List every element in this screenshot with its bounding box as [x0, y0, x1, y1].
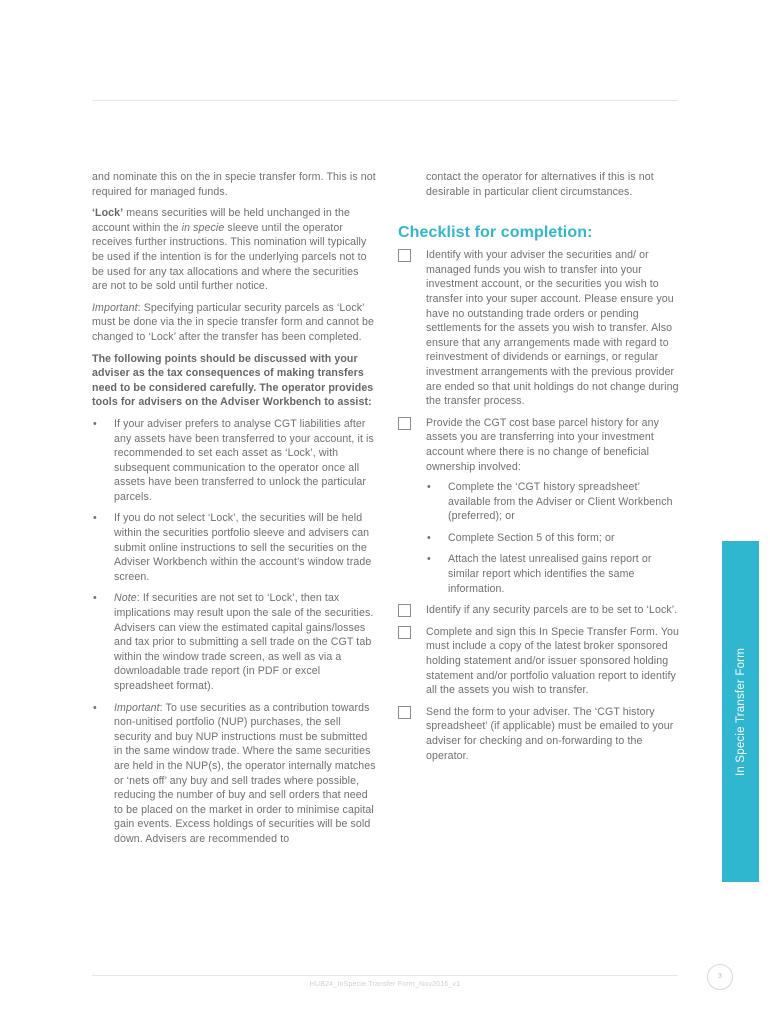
- important-text: : Specifying particular security parcels as ‘Lock’ must be done via the in specie transfer form and cannot be changed to ‘Lock’ after the transfer has been completed.: [92, 301, 374, 343]
- important-note: [92, 301, 376, 345]
- bullet-text: : To use securities as a contribution towards non-unitised portfolio (NUP) purchases, the sell security and buy NUP instructions must be submitted in the same window trade. Where the same securities are held in the NUP(s), the operator internally matches or ‘nets off’ any buy and sell trades where possible, reducing the number of buy and sell orders that need to be placed on the market in order to minimise capital gain events. Excess holdings of securities will be sold down. Advisers are recommended to: [114, 701, 376, 845]
- header-divider: [92, 100, 678, 101]
- list-item: [92, 511, 376, 584]
- list-item: [426, 480, 680, 524]
- checklist-item-lock-parcels: [398, 603, 680, 618]
- list-item: [426, 531, 680, 546]
- cgt-options-list: [426, 480, 680, 596]
- checkbox[interactable]: [398, 249, 411, 262]
- checkbox[interactable]: [398, 604, 411, 617]
- checklist-item-identify-securities: [398, 248, 680, 409]
- bullet-text: If your adviser prefers to analyse CGT liabilities after any assets have been transferred to your account, it is recommended to set each asset as ‘Lock’, with subsequent communication to the operator once all assets have been transferred to unlock the particular parcels.: [114, 417, 374, 503]
- lock-text-a: means securities will be held unchanged in the account within the: [92, 207, 350, 234]
- bullet-icon: •: [93, 592, 97, 605]
- lock-italic: in specie: [181, 221, 225, 234]
- checklist-item-text: Complete and sign this In Specie Transfer Form. You must include a copy of the latest broker sponsored holding statement and/or issuer sponsored holding statement and/or portfolio valuation report to identify all the assets you wish to transfer.: [426, 625, 680, 697]
- important-label: Important: [92, 301, 138, 314]
- left-column: [92, 170, 376, 854]
- checklist-item-send-form: [398, 705, 680, 763]
- bullet-text: If you do not select ‘Lock’, the securities will be held within the securities portfolio sleeve and advisers can submit online instructions to sell the securities on the Adviser Workbench within the account’s window trade screen.: [114, 512, 372, 583]
- bullet-icon: •: [427, 531, 431, 544]
- bullet-icon: •: [427, 553, 431, 566]
- side-tab-label: In Specie Transfer Form: [734, 647, 747, 776]
- intro-paragraph: and nominate this on the in specie transfer form. This is not required for managed funds.: [92, 171, 376, 198]
- bullet-icon: •: [93, 417, 97, 430]
- lock-definition: [92, 206, 376, 294]
- list-item: [426, 552, 680, 596]
- list-item: [92, 591, 376, 693]
- tax-points-list: [92, 417, 376, 847]
- checklist-item-cgt-history: [398, 416, 680, 597]
- checklist-item-text: Provide the CGT cost base parcel history for any assets you are transferring into your investment account where there is no change of beneficial ownership involved:: [426, 416, 660, 473]
- continuation-paragraph: contact the operator for alternatives if this is not desirable in particular client circumstances.: [426, 171, 654, 198]
- bullet-icon: •: [427, 481, 431, 494]
- checklist-item-text: Send the form to your adviser. The ‘CGT history spreadsheet’ (if applicable) must be emailed to your adviser for checking and on-forwarding to the operator.: [426, 705, 674, 762]
- lock-text-b: sleeve until the operator receives further instructions. This nomination will typically be used if the intention is for the underlying parcels not to be used for any tax allocations and where the securities are not to be sold until further notice.: [92, 221, 367, 293]
- bullet-text: Attach the latest unrealised gains report or similar report which identifies the same information.: [448, 553, 652, 595]
- page-number-badge: 3: [707, 964, 733, 990]
- checkbox[interactable]: [398, 417, 411, 430]
- checklist-item-text: Identify if any security parcels are to be set to ‘Lock’.: [426, 604, 678, 617]
- footer-divider: [92, 975, 678, 976]
- bullet-text: : If securities are not set to ‘Lock’, then tax implications may result upon the sale of the securities. Advisers can view the estimated capital gains/losses and tax prior to submitting a sell trade on the CGT tab within the window trade screen, as well as via a downloadable trade report (in PDF or excel spreadsheet format).: [114, 592, 374, 692]
- bold-discussion-paragraph: The following points should be discussed with your adviser as the tax consequences of making transfers need to be considered carefully. The operator provides tools for advisers on the Adviser Workbench to assist:: [92, 352, 374, 409]
- important-label: Important: [114, 701, 160, 714]
- list-item: [92, 701, 376, 847]
- bullet-text: Complete the ‘CGT history spreadsheet’ available from the Adviser or Client Workbench (preferred); or: [448, 481, 673, 523]
- lock-term: ‘Lock’: [92, 207, 124, 220]
- footer-document-id: HUB24_InSpecie Transfer Form_Nov2016_v1: [309, 981, 461, 988]
- section-side-tab: [722, 541, 759, 882]
- checkbox[interactable]: [398, 626, 411, 639]
- checklist-item-complete-sign: [398, 625, 680, 698]
- checklist-item-text: Identify with your adviser the securities and/ or managed funds you wish to transfer into your investment account, or the securities you wish to transfer into your super account. Please ensure you have no outstanding trade orders or pending settlements for the assets you wish to transfer. Also ensure that any arrangements made with regard to reinvestment of dividends or earnings, or regular investment arrangements with the previous provider are ended so that unit holdings do not change during the transfer process.: [426, 249, 679, 408]
- checklist-heading: Checklist for completion:: [398, 224, 593, 242]
- bullet-icon: •: [93, 701, 97, 714]
- note-label: Note: [114, 592, 137, 605]
- bullet-icon: •: [93, 512, 97, 525]
- right-column: [398, 170, 680, 770]
- bullet-text: Complete Section 5 of this form; or: [448, 531, 615, 544]
- checkbox[interactable]: [398, 706, 411, 719]
- list-item: [92, 417, 376, 505]
